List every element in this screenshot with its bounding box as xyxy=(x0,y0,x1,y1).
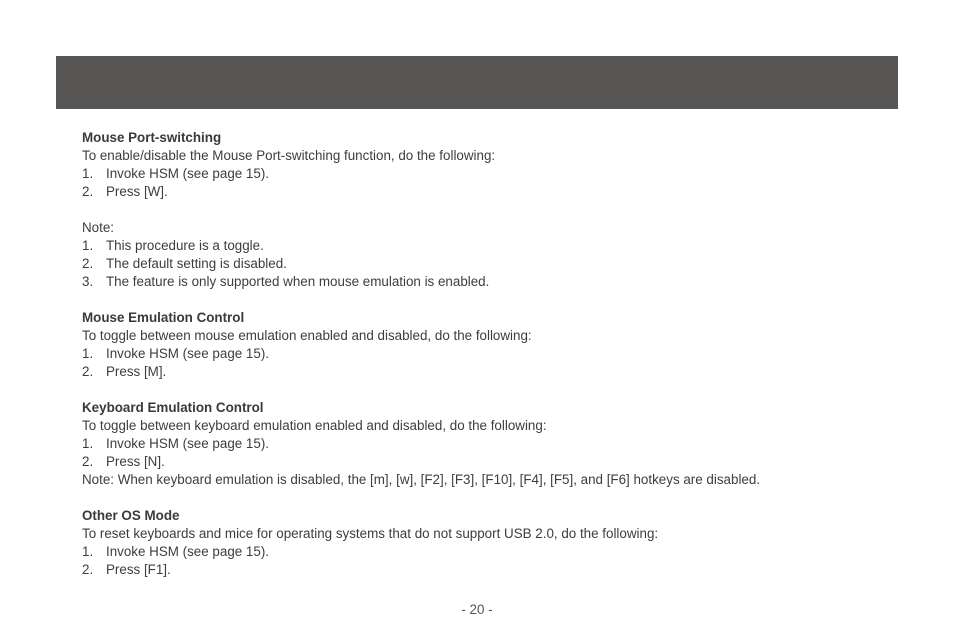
list-item-text: The default setting is disabled. xyxy=(106,256,287,271)
list-item-number: 2. xyxy=(82,562,94,577)
list-item-number: 1. xyxy=(82,436,94,451)
header-bar xyxy=(56,56,898,109)
list-item-text: Press [N]. xyxy=(106,454,165,469)
section-mouse-port-switching xyxy=(82,129,882,291)
section-intro: To toggle between mouse emulation enabled and disabled, do the following: xyxy=(82,328,532,343)
list-item-number: 2. xyxy=(82,256,94,271)
list-item-text: The feature is only supported when mouse emulation is enabled. xyxy=(106,274,490,289)
section-keyboard-emulation-control xyxy=(82,399,882,489)
list-item-number: 1. xyxy=(82,166,94,181)
page-content xyxy=(82,129,882,579)
note-label: Note: xyxy=(82,220,115,235)
list-item-number: 2. xyxy=(82,454,94,469)
section-intro: To reset keyboards and mice for operating systems that do not support USB 2.0, do the following: xyxy=(82,526,659,541)
list-item-text: Invoke HSM (see page 15). xyxy=(106,166,270,181)
list-item xyxy=(82,453,882,471)
list-item xyxy=(82,435,882,453)
list-item-number: 1. xyxy=(82,544,94,559)
section-heading: Keyboard Emulation Control xyxy=(82,400,264,415)
section-heading: Mouse Port-switching xyxy=(82,130,222,145)
list-item-text: This procedure is a toggle. xyxy=(106,238,264,253)
list-item xyxy=(82,255,882,273)
list-item xyxy=(82,543,882,561)
list-item xyxy=(82,345,882,363)
list-item xyxy=(82,273,882,291)
list-item-number: 1. xyxy=(82,346,94,361)
list-item xyxy=(82,183,882,201)
section-note: Note: When keyboard emulation is disabled, the [m], [w], [F2], [F3], [F10], [F4], [F5], and [F6] hotkeys are disabled. xyxy=(82,472,761,487)
list-item-text: Invoke HSM (see page 15). xyxy=(106,544,270,559)
list-item-text: Invoke HSM (see page 15). xyxy=(106,436,270,451)
page-number: - 20 - xyxy=(461,602,493,617)
list-item xyxy=(82,561,882,579)
section-mouse-emulation-control xyxy=(82,309,882,381)
list-item xyxy=(82,165,882,183)
section-other-os-mode xyxy=(82,507,882,579)
list-item xyxy=(82,363,882,381)
section-heading: Mouse Emulation Control xyxy=(82,310,245,325)
list-item-text: Press [W]. xyxy=(106,184,168,199)
list-item-number: 2. xyxy=(82,364,94,379)
list-item xyxy=(82,237,882,255)
list-item-number: 1. xyxy=(82,238,94,253)
section-intro: To enable/disable the Mouse Port-switching function, do the following: xyxy=(82,148,496,163)
section-intro: To toggle between keyboard emulation enabled and disabled, do the following: xyxy=(82,418,547,433)
list-item-text: Press [M]. xyxy=(106,364,167,379)
list-item-number: 2. xyxy=(82,184,94,199)
spacer xyxy=(82,201,882,219)
list-item-text: Invoke HSM (see page 15). xyxy=(106,346,270,361)
list-item-text: Press [F1]. xyxy=(106,562,171,577)
section-heading: Other OS Mode xyxy=(82,508,180,523)
list-item-number: 3. xyxy=(82,274,94,289)
